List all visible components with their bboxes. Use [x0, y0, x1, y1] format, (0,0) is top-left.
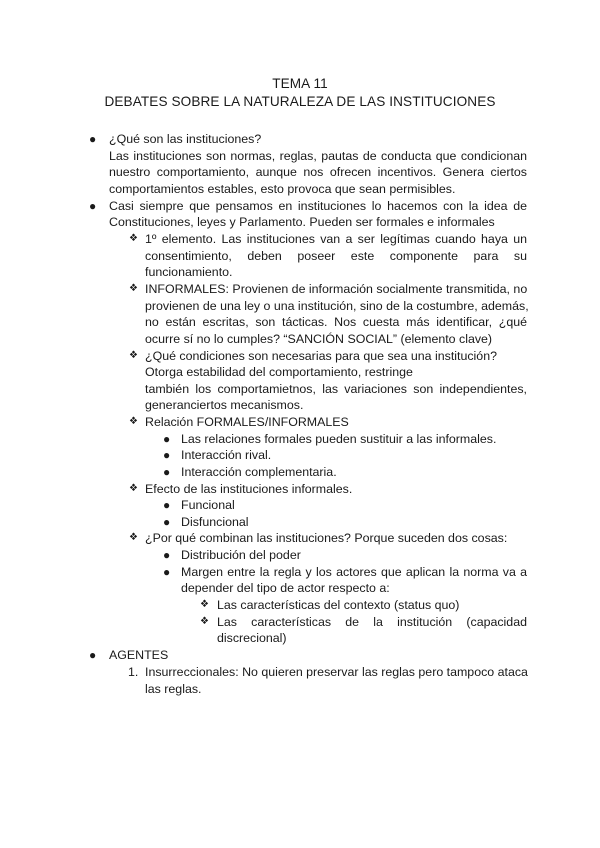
list-item-line: Relación FORMALES/INFORMALES — [145, 415, 349, 429]
list-item-line: Las características del contexto (status quo) — [217, 598, 460, 612]
bullet-diamond-icon: ❖ — [200, 599, 209, 610]
list-item-line: Interacción complementaria. — [181, 465, 337, 479]
list-item-line: Otorga estabilidad del comportamiento, restringe — [145, 365, 413, 379]
bullet-diamond-icon: ❖ — [200, 616, 209, 627]
paragraph-line: Las instituciones son normas, reglas, pautas de conducta que condicionan — [109, 149, 527, 163]
bullet-diamond-icon: ❖ — [129, 350, 138, 361]
list-item-line: no están escritas, son tácticas. Nos cuesta más identificar, ¿qué — [145, 315, 527, 329]
bullet-disc-icon: ● — [163, 498, 171, 512]
list-item-line: ¿Qué condiciones son necesarias para que sea una institución? — [145, 349, 497, 363]
bullet-disc-icon: ● — [163, 448, 171, 462]
section-heading: AGENTES — [109, 648, 169, 662]
list-item-line: generanciertos mecanismos. — [145, 398, 304, 412]
list-item-line: consentimiento, deben poseer este componente para su — [145, 249, 527, 263]
list-number: 1. — [128, 665, 139, 679]
bullet-disc-icon: ● — [163, 515, 171, 529]
bullet-disc-icon: ● — [163, 548, 171, 562]
list-item-line: ocurre sí no lo cumples? “SANCIÓN SOCIAL” (elemento clave) — [145, 332, 493, 346]
paragraph-line: comportamientos estables, esto provoca que sean permisibles. — [109, 182, 456, 196]
bullet-disc-icon: ● — [163, 565, 171, 579]
document-title: TEMA 11 — [272, 76, 328, 91]
list-item-line: INFORMALES: Provienen de información socialmente transmitida, no — [145, 282, 528, 296]
bullet-disc-icon: ● — [89, 132, 97, 146]
list-item-line: funcionamiento. — [145, 265, 233, 279]
list-item-line: Funcional — [181, 498, 235, 512]
bullet-diamond-icon: ❖ — [129, 416, 138, 427]
bullet-disc-icon: ● — [163, 465, 171, 479]
paragraph-line: nuestro comportamiento, aunque nos ofrecen incentivos. Genera ciertos — [109, 165, 527, 179]
bullet-diamond-icon: ❖ — [129, 483, 138, 494]
list-item-line: Distribución del poder — [181, 548, 301, 562]
list-item-line: discrecional) — [217, 631, 287, 645]
list-item-line: 1º elemento. Las instituciones van a ser legítimas cuando haya un — [145, 232, 527, 246]
bullet-disc-icon: ● — [89, 648, 97, 662]
list-item-line: Insurreccionales: No quieren preservar las reglas pero tampoco ataca — [145, 665, 528, 679]
list-item-line: Las relaciones formales pueden sustituir a las informales. — [181, 432, 497, 446]
list-item-line: depender del tipo de actor respecto a: — [181, 581, 390, 595]
list-item-line: también los comportamietnos, las variaciones son independientes, — [145, 382, 527, 396]
list-item-line: Las características de la institución (capacidad — [217, 615, 527, 629]
bullet-diamond-icon: ❖ — [129, 233, 138, 244]
list-item-line: Disfuncional — [181, 515, 249, 529]
list-item-line: Margen entre la regla y los actores que aplican la norma va a — [181, 565, 527, 579]
bullet-diamond-icon: ❖ — [129, 283, 138, 294]
bullet-disc-icon: ● — [163, 432, 171, 446]
list-item-line: Efecto de las instituciones informales. — [145, 482, 353, 496]
list-item-line: provienen de una ley o una institución, sino de la costumbre, además, — [145, 299, 529, 313]
question-heading: ¿Qué son las instituciones? — [109, 132, 262, 146]
list-item-line: Interacción rival. — [181, 448, 272, 462]
list-item-line: ¿Por qué combinan las instituciones? Porque suceden dos cosas: — [145, 531, 508, 545]
bullet-disc-icon: ● — [89, 199, 97, 213]
document-subtitle: DEBATES SOBRE LA NATURALEZA DE LAS INSTITUCIONES — [104, 94, 496, 109]
paragraph-line: Casi siempre que pensamos en instituciones lo hacemos con la idea de — [109, 199, 527, 213]
bullet-diamond-icon: ❖ — [129, 532, 138, 543]
list-item-line: las reglas. — [145, 682, 202, 696]
paragraph-line: Constituciones, leyes y Parlamento. Pueden ser formales e informales — [109, 215, 495, 229]
